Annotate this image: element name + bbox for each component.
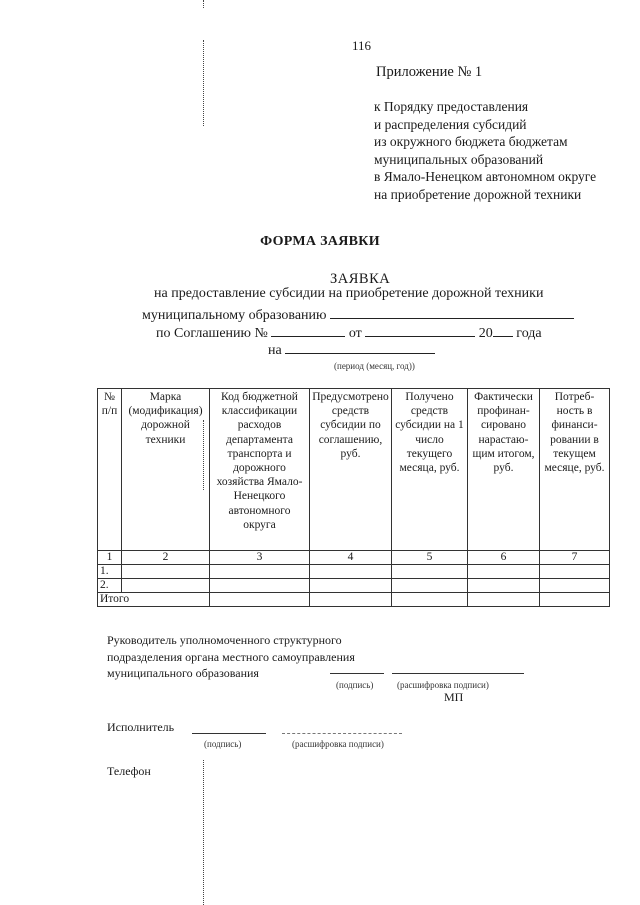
row-number: 1.: [98, 565, 122, 579]
agreement-label: по Соглашению №: [156, 326, 268, 341]
application-title: ЗАЯВКА: [330, 271, 391, 287]
municipality-field[interactable]: [330, 306, 574, 319]
column-number: 3: [210, 551, 310, 565]
column-header: № п/п: [98, 389, 122, 551]
municipality-label: муниципальному образованию: [142, 308, 327, 323]
head-title-line: подразделения органа местного самоуправления: [107, 649, 355, 664]
total-row: [98, 593, 610, 607]
table-cell[interactable]: [392, 579, 468, 593]
executor-decoding-field[interactable]: [282, 733, 402, 734]
annex-line: в Ямало-Ненецком автономном округе: [374, 169, 597, 185]
table-cell[interactable]: [540, 579, 610, 593]
decoding-caption: (расшифровка подписи): [397, 680, 489, 690]
table-cell[interactable]: [122, 579, 210, 593]
table-cell[interactable]: [468, 593, 540, 607]
table-cell[interactable]: [210, 593, 310, 607]
head-title-line: муниципального образования: [107, 666, 259, 680]
period-caption: (период (месяц, год)): [334, 361, 415, 371]
agreement-line: [156, 324, 542, 342]
annex-line: и распределения субсидий: [374, 116, 527, 132]
year-suffix: года: [516, 326, 542, 341]
column-number: 4: [310, 551, 392, 565]
margin-mark-lower: [203, 760, 205, 905]
table-cell[interactable]: [392, 565, 468, 579]
period-label: на: [268, 343, 282, 358]
table-row: [98, 579, 610, 593]
agreement-number-field[interactable]: [271, 324, 345, 337]
table-cell[interactable]: [310, 579, 392, 593]
table-cell[interactable]: [310, 593, 392, 607]
application-table: [97, 388, 610, 607]
page-number: 116: [352, 38, 372, 53]
table-cell[interactable]: [210, 579, 310, 593]
annex-line: на приобретение дорожной техники: [374, 186, 582, 202]
signature-caption: (подпись): [336, 680, 374, 690]
column-number: 7: [540, 551, 610, 565]
executor-label: Исполнитель: [107, 720, 175, 734]
table-cell[interactable]: [468, 579, 540, 593]
table-cell[interactable]: [468, 565, 540, 579]
table-header-row: [98, 389, 610, 551]
agreement-from-label: от: [348, 326, 362, 341]
row-number: 2.: [98, 579, 122, 593]
executor-signature-caption: (подпись): [204, 739, 242, 749]
column-header: Марка (модификация) дорожной техники: [122, 389, 210, 551]
year-field[interactable]: [493, 324, 513, 337]
head-signature-block: [107, 632, 355, 682]
column-header: Получено средств субсидии на 1 число текущего месяца, руб.: [392, 389, 468, 551]
margin-mark-top: [203, 0, 205, 8]
agreement-date-field[interactable]: [365, 324, 475, 337]
year-prefix: 20: [478, 326, 493, 341]
application-purpose: на предоставление субсидии на приобретение дорожной техники: [154, 286, 544, 301]
column-number-row: [98, 551, 610, 565]
table-row: [98, 565, 610, 579]
annex-line: из окружного бюджета бюджетам: [374, 134, 568, 150]
margin-mark-upper: [203, 40, 205, 126]
table-cell[interactable]: [210, 565, 310, 579]
period-line: [268, 341, 435, 359]
head-signature-field[interactable]: [330, 673, 384, 674]
head-title-line: Руководитель уполномоченного структурного: [107, 633, 342, 647]
table-cell[interactable]: [540, 593, 610, 607]
phone-label: Телефон: [107, 764, 151, 778]
column-number: 5: [392, 551, 468, 565]
total-label: Итого: [98, 593, 210, 607]
column-header: Фактически профинан-сировано нарастаю-щим итогом, руб.: [468, 389, 540, 551]
form-title: ФОРМА ЗАЯВКИ: [260, 234, 380, 249]
column-header: Код бюджетной классификации расходов департамента транспорта и дорожного хозяйства Ямало-Ненецкого автономного округа: [210, 389, 310, 551]
column-number: 1: [98, 551, 122, 565]
municipality-line: [142, 306, 574, 324]
annex-line: муниципальных образований: [374, 151, 544, 167]
annex-title: Приложение № 1: [376, 64, 483, 80]
executor-decoding-caption: (расшифровка подписи): [292, 739, 384, 749]
head-decoding-field[interactable]: [392, 673, 524, 674]
table-cell[interactable]: [310, 565, 392, 579]
stamp-place: МП: [444, 690, 464, 704]
column-number: 2: [122, 551, 210, 565]
period-field[interactable]: [285, 341, 435, 354]
table-cell[interactable]: [122, 565, 210, 579]
annex-line: к Порядку предоставления: [374, 99, 529, 114]
annex-reference: [374, 98, 596, 204]
column-number: 6: [468, 551, 540, 565]
column-header: Потреб-ность в финанси-ровании в текущем месяце, руб.: [540, 389, 610, 551]
column-header: Предусмотрено средств субсидии по соглашению, руб.: [310, 389, 392, 551]
table-cell[interactable]: [540, 565, 610, 579]
executor-signature-field[interactable]: [192, 733, 266, 734]
table-cell[interactable]: [392, 593, 468, 607]
